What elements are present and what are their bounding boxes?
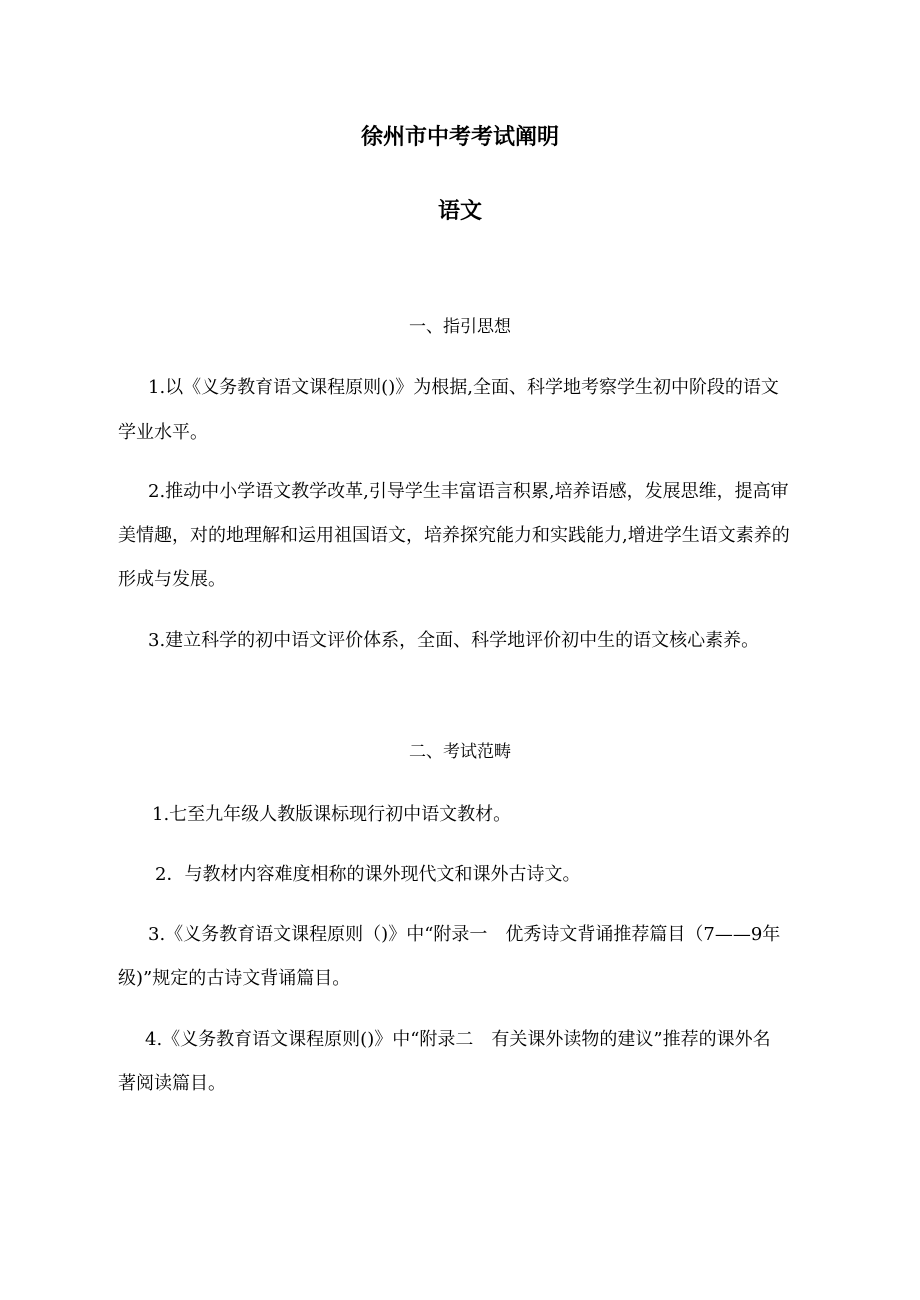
paragraph-line: 美情趣，对的地理解和运用祖国语文，培养探究能力和实践能力,增进学生语文素养的 (118, 525, 790, 546)
paragraph-line: 级)”规定的古诗文背诵篇目。 (118, 968, 351, 989)
section-heading-guiding-ideology: 一、指引思想 (409, 317, 511, 337)
paragraph-line: 3.建立科学的初中语文评价体系，全面、科学地评价初中生的语文核心素养。 (148, 630, 760, 651)
paragraph-line: 著阅读篇目。 (118, 1073, 226, 1094)
paragraph-line: 2.推动中小学语文教学改革,引导学生丰富语言积累,培养语感，发展思维，提高审 (148, 481, 789, 502)
section-heading-exam-scope: 二、考试范畴 (409, 742, 511, 762)
paragraph-line: 1.以《义务教育语文课程原则()》为根据,全面、科学地考察学生初中阶段的语文 (148, 377, 779, 398)
paragraph-line: 形成与发展。 (118, 569, 226, 590)
subject-title: 语文 (437, 199, 482, 224)
paragraph-line: 学业水平。 (118, 422, 208, 443)
paragraph-line: 3.《义务教育语文课程原则（)》中“附录一 优秀诗文背诵推荐篇目（7——9年 (148, 924, 781, 945)
paragraph-line: 2．与教材内容难度相称的课外现代文和课外古诗文。 (155, 864, 581, 885)
paragraph-line: 1.七至九年级人教版课标现行初中语文教材。 (152, 804, 512, 825)
paragraph-line: 4.《义务教育语文课程原则()》中“附录二 有关课外读物的建议”推荐的课外名 (145, 1029, 771, 1050)
document-title: 徐州市中考考试阐明 (360, 125, 559, 150)
